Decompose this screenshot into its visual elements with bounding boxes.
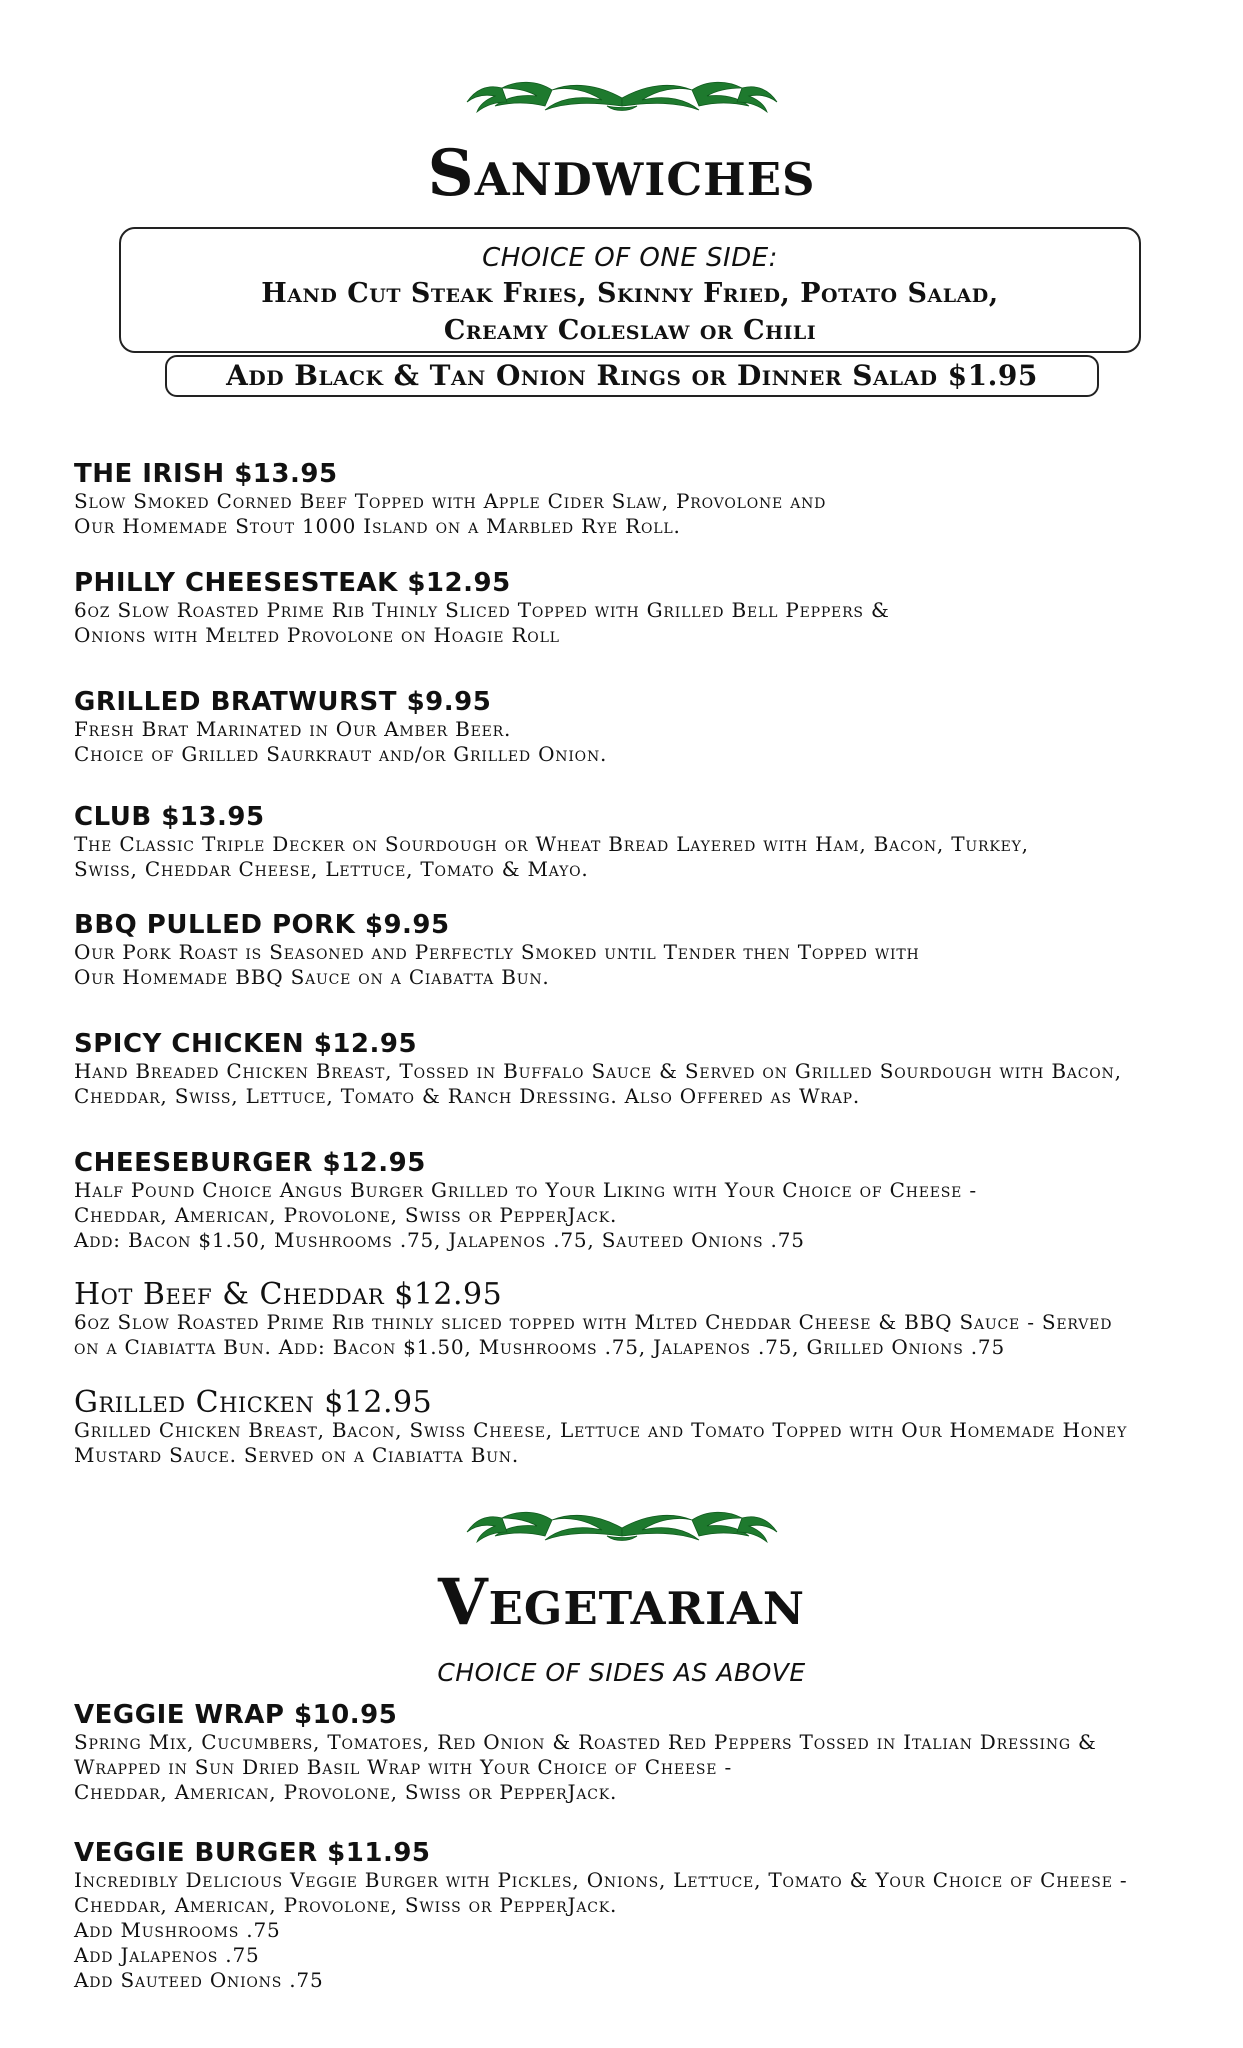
menu-item: [74, 1700, 1194, 1805]
item-desc-line: The Classic Triple Decker on Sourdough or Wheat Bread Layered with Ham, Bacon, Turkey,: [74, 832, 1029, 856]
sides-box: [119, 227, 1141, 353]
menu-item: [74, 459, 1194, 539]
item-desc-line: Swiss, Cheddar Cheese, Lettuce, Tomato & Mayo.: [74, 857, 589, 881]
item-desc-line: Onions with Melted Provolone on Hoagie Roll: [74, 623, 560, 647]
item-name: CLUB $13.95: [74, 802, 265, 832]
menu-item: [74, 1148, 1194, 1253]
item-name: VEGGIE WRAP $10.95: [74, 1700, 398, 1730]
item-desc-line: Add Sauteed Onions .75: [74, 1968, 324, 1992]
item-desc-line: Add Mushrooms .75: [74, 1918, 281, 1942]
menu-item: [74, 1277, 1194, 1360]
item-name: Hot Beef & Cheddar $12.95: [74, 1277, 503, 1312]
item-desc-line: on a Ciabiatta Bun. Add: Bacon $1.50, Mushrooms .75, Jalapenos .75, Grilled Onions .75: [74, 1335, 1005, 1359]
menu-item: [74, 802, 1194, 882]
item-name: VEGGIE BURGER $11.95: [74, 1838, 431, 1868]
item-name: PHILLY CHEESESTEAK $12.95: [74, 568, 511, 598]
item-desc-line: Cheddar, American, Provolone, Swiss or PepperJack.: [74, 1893, 618, 1917]
section-title-vegetarian: Vegetarian: [437, 1565, 806, 1640]
leaf-ornament-icon: [457, 76, 787, 116]
item-name: SPICY CHICKEN $12.95: [74, 1029, 418, 1059]
item-desc-line: Our Homemade BBQ Sauce on a Ciabatta Bun.: [74, 965, 550, 989]
sides-line-1: Hand Cut Steak Fries, Skinny Fried, Potato Salad,: [261, 278, 999, 309]
item-name: Grilled Chicken $12.95: [74, 1385, 433, 1420]
menu-item: [74, 687, 1194, 767]
item-desc-line: Wrapped in Sun Dried Basil Wrap with Your Choice of Cheese -: [74, 1755, 733, 1779]
item-desc-line: 6oz Slow Roasted Prime Rib thinly sliced topped with Mlted Cheddar Cheese & BBQ Sauce - Served: [74, 1310, 1113, 1334]
item-desc-line: Mustard Sauce. Served on a Ciabiatta Bun.: [74, 1443, 520, 1467]
item-desc-line: Our Homemade Stout 1000 Island on a Marbled Rye Roll.: [74, 514, 681, 538]
item-desc-line: Our Pork Roast is Seasoned and Perfectly Smoked until Tender then Topped with: [74, 940, 920, 964]
item-desc-line: Choice of Grilled Saurkraut and/or Grilled Onion.: [74, 742, 608, 766]
item-desc-line: 6oz Slow Roasted Prime Rib Thinly Sliced Topped with Grilled Bell Peppers &: [74, 598, 890, 622]
item-name: GRILLED BRATWURST $9.95: [74, 687, 492, 717]
item-desc-line: Fresh Brat Marinated in Our Amber Beer.: [74, 717, 512, 741]
vegetarian-subtitle: CHOICE OF SIDES AS ABOVE: [437, 1658, 806, 1687]
item-desc-line: Hand Breaded Chicken Breast, Tossed in Buffalo Sauce & Served on Grilled Sourdough with Bacon,: [74, 1059, 1122, 1083]
item-desc-line: Add Jalapenos .75: [74, 1943, 260, 1967]
item-desc-line: Incredibly Delicious Veggie Burger with Pickles, Onions, Lettuce, Tomato & Your Choice of Cheese -: [74, 1868, 1128, 1892]
item-desc-line: Slow Smoked Corned Beef Topped with Apple Cider Slaw, Provolone and: [74, 489, 827, 513]
sides-line-2: Creamy Coleslaw or Chili: [443, 315, 817, 346]
item-desc-line: Cheddar, Swiss, Lettuce, Tomato & Ranch Dressing. Also Offered as Wrap.: [74, 1084, 861, 1108]
item-name: CHEESEBURGER $12.95: [74, 1148, 426, 1178]
item-name: BBQ PULLED PORK $9.95: [74, 910, 450, 940]
menu-item: [74, 1838, 1194, 1993]
menu-item: [74, 568, 1194, 648]
item-desc-line: Cheddar, American, Provolone, Swiss or PepperJack.: [74, 1780, 618, 1804]
item-name: THE IRISH $13.95: [74, 459, 338, 489]
menu-item: [74, 1029, 1194, 1109]
menu-item: [74, 1385, 1194, 1468]
item-desc-line: Half Pound Choice Angus Burger Grilled to Your Liking with Your Choice of Cheese -: [74, 1178, 977, 1202]
item-desc-line: Add: Bacon $1.50, Mushrooms .75, Jalapenos .75, Sauteed Onions .75: [74, 1228, 805, 1252]
item-desc-line: Cheddar, American, Provolone, Swiss or PepperJack.: [74, 1203, 618, 1227]
leaf-ornament-icon: [457, 1506, 787, 1546]
addon-box: Add Black & Tan Onion Rings or Dinner Salad $1.95: [165, 355, 1099, 397]
menu-item: [74, 910, 1194, 990]
section-title-sandwiches: Sandwiches: [427, 136, 816, 211]
item-desc-line: Grilled Chicken Breast, Bacon, Swiss Cheese, Lettuce and Tomato Topped with Our Homemade Honey: [74, 1418, 1128, 1442]
item-desc-line: Spring Mix, Cucumbers, Tomatoes, Red Onion & Roasted Red Peppers Tossed in Italian Dressing &: [74, 1730, 1097, 1754]
sides-heading: CHOICE OF ONE SIDE:: [482, 243, 778, 273]
